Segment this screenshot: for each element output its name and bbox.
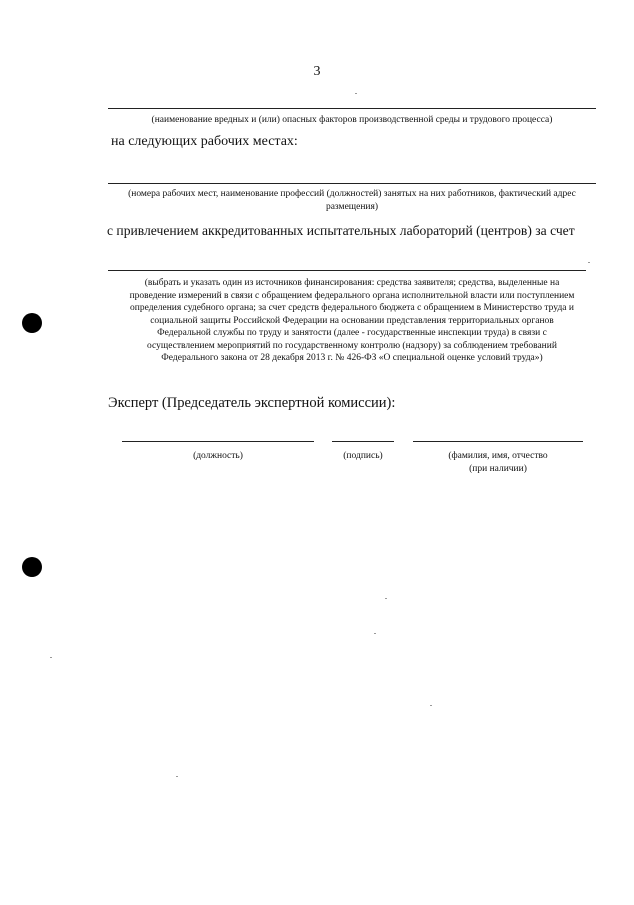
financing-caption-line: Федерального закона от 28 декабря 2013 г. № 426-ФЗ «О специальной оценке условий труда») bbox=[161, 353, 543, 363]
page-number: 3 bbox=[313, 64, 321, 79]
scan-speck bbox=[588, 262, 590, 263]
punch-hole-top bbox=[22, 313, 42, 333]
workplaces-caption bbox=[108, 188, 596, 213]
punch-hole-bottom bbox=[22, 557, 42, 577]
name-caption bbox=[413, 450, 583, 475]
financing-caption-line: проведение измерений в связи с обращением федерального органа исполнительной власти или поступлением bbox=[129, 290, 575, 301]
scan-speck bbox=[50, 657, 52, 658]
financing-line bbox=[108, 270, 586, 271]
workplaces-label: на следующих рабочих местах: bbox=[111, 134, 298, 149]
scan-speck bbox=[374, 633, 376, 634]
name-line bbox=[413, 441, 583, 442]
workplaces-caption-line1: (номера рабочих мест, наименование профессий (должностей) занятых на них работников, фактический адрес bbox=[128, 189, 576, 199]
name-caption-line2: (при наличии) bbox=[469, 463, 527, 474]
financing-caption-line: осуществлением мероприятий по государственному контролю (надзору) за соблюдением требований bbox=[147, 340, 557, 351]
financing-caption-line: (выбрать и указать один из источников финансирования: средства заявителя; средства, выделенные на bbox=[144, 278, 560, 288]
financing-caption-line: определения судебного органа; за счет средств федерального бюджета с обращением в Министерство труда и bbox=[130, 303, 574, 313]
name-caption-line1: (фамилия, имя, отчество bbox=[448, 451, 548, 461]
workplaces-caption-line2: размещения) bbox=[325, 201, 379, 212]
financing-caption-line: социальной защиты Российской Федерации на основании представления территориальных органов bbox=[150, 315, 554, 326]
factors-line bbox=[108, 108, 596, 109]
factors-caption: (наименование вредных и (или) опасных факторов производственной среды и трудового процесса) bbox=[151, 115, 553, 125]
laboratories-label: с привлечением аккредитованных испытательных лабораторий (центров) за счет bbox=[107, 223, 575, 238]
signature-line bbox=[332, 441, 394, 442]
financing-caption-line: Федеральной службы по труду и занятости (далее - государственные инспекции труда) в связи с bbox=[157, 328, 547, 338]
scan-speck bbox=[385, 598, 387, 599]
signature-caption: (подпись) bbox=[343, 451, 383, 461]
expert-label: Эксперт (Председатель экспертной комиссии): bbox=[108, 395, 396, 411]
scan-speck bbox=[355, 93, 357, 94]
workplaces-line bbox=[108, 183, 596, 184]
scan-speck bbox=[176, 776, 178, 777]
position-line bbox=[122, 441, 314, 442]
financing-caption bbox=[108, 277, 596, 365]
scan-speck bbox=[430, 705, 432, 706]
position-caption: (должность) bbox=[193, 451, 243, 461]
